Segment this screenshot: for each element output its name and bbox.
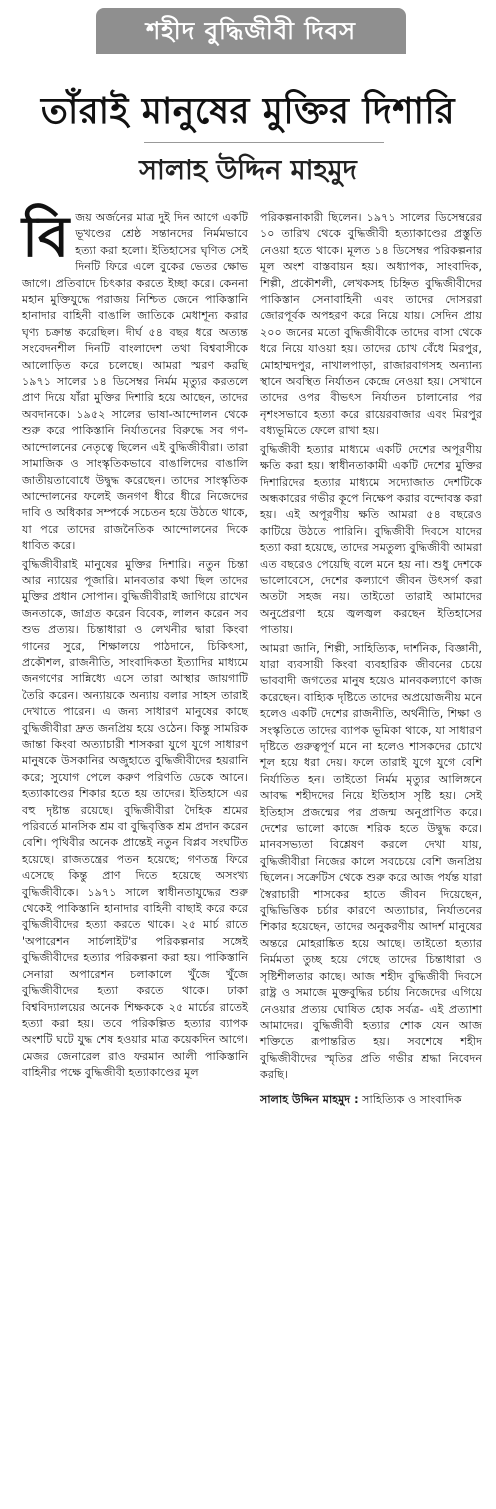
article-title: তাঁরাই মানুষের মুক্তির দিশারি bbox=[40, 91, 456, 132]
paragraph: বুদ্ধিজীবীরাই মানুষের মুক্তির দিশারি। নতুন চিন্তা আর ন্যায়ের পূজারি। মানবতার কথা ছিল তাদের মুক্তির প্রধান সোপান। বুদ্ধিজীবীরাই জাগিয়ে রাখেন জনতাকে, জাগ্রত করেন বিবেক, লালন করেন সব শুভ প্রত্যয়। চিন্তাধারা ও লেখনীর দ্বারা কিংবা গানের সুরে, শিক্ষালয়ে পাঠদানে, চিকিৎসা, প্রকৌশল, রাজনীতি, সাংবাদিকতা ইত্যাদির মাধ্যমে জনগণের সান্নিধ্যে এসে তারা আস্থার জায়গাটি তৈরি করেন। অন্যায়কে অন্যায় বলার সাহস তারাই দেখাতে পারেন। এ জন্য সাধারণ মানুষের কাছে বুদ্ধিজীবীরা দ্রুত জনপ্রিয় হয়ে ওঠেন। কিন্তু সামরিক জান্তা কিংবা অত্যাচারী শাসকরা যুগে যুগে সাধারণ মানুষকে উসকানির অজুহাতে বুদ্ধিজীবীদের হয়রানি করে; সুযোগ পেলে করুণ পরিণতি ডেকে আনে। হত্যাকাণ্ডের শিকার হতে হয় তাদের। ইতিহাসে এর বহু দৃষ্টান্ত রয়েছে। বুদ্ধিজীবীরা দৈহিক শ্রমের পরিবর্তে মানসিক শ্রম বা বুদ্ধিবৃত্তিক শ্রম প্রদান করেন বেশি। পৃথিবীর অনেক প্রান্তেই নতুন বিপ্লব সংঘটিত হয়েছে। রাজতন্ত্রের পতন হয়েছে; গণতন্ত্র ফিরে এসেছে কিন্তু প্রাণ দিতে হয়েছে অসংখ্য বুদ্ধিজীবীকে। ১৯৭১ সালে স্বাধীনতাযুদ্ধের শুরু থেকেই পাকিস্তানি হানাদার বাহিনী বাছাই করে করে বুদ্ধিজীবীদের হত্যা করতে থাকে। ২৫ মার্চ রাতে 'অপারেশন সার্চলাইট'র পরিকল্পনার সঙ্গেই বুদ্ধিজীবীদের হত্যার পরিকল্পনা করা হয়। পাকিস্তানি সেনারা অপারেশন চলাকালে খুঁজে খুঁজে বুদ্ধিজীবীদের হত্যা করতে থাকে। ঢাকা বিশ্ববিদ্যালয়ের অনেক শিক্ষককে ২৫ মার্চের রাতেই হত্যা করা হয়। তবে পরিকল্পিত হত্যার ব্যাপক অংশটি ঘটে যুদ্ধ শেষ হওয়ার মাত্র কয়েকদিন আগে। মেজর জেনারেল রাও ফরমান আলী পাকিস্তানি বাহিনীর পক্ষে বুদ্ধিজীবী হত্যাকাণ্ডের মূল bbox=[22, 557, 248, 1080]
signature-role: সাহিত্যিক ও সাংবাদিক bbox=[362, 1092, 462, 1106]
paragraph-text: জয় অর্জনের মাত্র দুই দিন আগে একটি ভূখণ্ডের শ্রেষ্ঠ সন্তানদের নির্মমভাবে হত্যা করা হলো। ইতিহাসের ঘৃণিত সেই দিনটি ফিরে এলে বুকের ভেতর ক্ষোভ জাগে। প্রতিবাদে চিৎকার করতে ইচ্ছা করে। কেননা মহান মুক্তিযুদ্ধে পরাজয় নিশ্চিত জেনে পাকিস্তানি হানাদার বাহিনী বাঙালি জাতিকে মেধাশূন্য করার ঘৃণ্য চক্রান্ত করেছিল। দীর্ঘ ৫৪ বছর ধরে অত্যন্ত সংবেদনশীল দিনটি বাংলাদেশ তথা বিশ্ববাসীকে আলোড়িত করে চলেছে। আমরা স্মরণ করছি ১৯৭১ সালের ১৪ ডিসেম্বর নির্মম মৃত্যুর করতলে প্রাণ দিয়ে যাঁরা মুক্তির দিশারি হয়ে আছেন, তাদের অবদানকে। ১৯৫২ সালের ভাষা-আন্দোলন থেকে শুরু করে পাকিস্তানি নির্যাতনের বিরুদ্ধে সব গণ-আন্দোলনের নেতৃত্বে ছিলেন এই বুদ্ধিজীবীরা। তারা সামাজিক ও সাংস্কৃতিকভাবে বাঙালিদের বাঙালি জাতীয়তাবোধে উদ্বুদ্ধ করেছেন। তাদের সাংস্কৃতিক আন্দোলনের ফলেই জনগণ ধীরে ধীরে নিজেদের দাবি ও অধিকার সম্পর্কে সচেতন হয়ে উঠতে থাকে, যা পরে তাদের রাজনৈতিক আন্দোলনের দিকে ধাবিত করে। bbox=[22, 211, 248, 553]
article-column-right bbox=[260, 210, 482, 1110]
article-column-left bbox=[22, 205, 248, 1084]
title-divider bbox=[144, 142, 384, 143]
paragraph: বুদ্ধিজীবী হত্যার মাধ্যমে একটি দেশের অপূরণীয় ক্ষতি করা হয়। স্বাধীনতাকামী একটি দেশের মুক্তির দিশারিদের হত্যার মাধ্যমে সদ্যোজাত দেশটিকে অন্ধকারের গভীর কূপে নিক্ষেপ করার বন্দোবস্ত করা হয়। এই অপূরণীয় ক্ষতি আমরা ৫৪ বছরেও কাটিয়ে উঠতে পারিনি। বুদ্ধিজীবী দিবসে যাদের হত্যা করা হয়েছে, তাদের সমতুল্য বুদ্ধিজীবী আমরা এত বছরেও পেয়েছি বলে মনে হয় না। শুধু দেশকে ভালোবেসে, দেশের কল্যাণে জীবন উৎসর্গ করা অতটা সহজ নয়। তাইতো তারাই আমাদের অনুপ্রেরণা হয়ে জ্বলজ্বল করছেন ইতিহাসের পাতায়। bbox=[260, 442, 482, 637]
banner-label: শহীদ বুদ্ধিজীবী দিবস bbox=[145, 17, 357, 45]
drop-cap: বি bbox=[22, 205, 70, 270]
signature bbox=[260, 1092, 482, 1108]
section-banner bbox=[96, 8, 406, 54]
paragraph: পরিকল্পনাকারী ছিলেন। ১৯৭১ সালের ডিসেম্বরের ১০ তারিখ থেকে বুদ্ধিজীবী হত্যাকাণ্ডের প্রস্তুতি নেওয়া হতে থাকে। মূলত ১৪ ডিসেম্বর পরিকল্পনার মূল অংশ বাস্তবায়ন হয়। অধ্যাপক, সাংবাদিক, শিল্পী, প্রকৌশলী, লেখকসহ চিহ্নিত বুদ্ধিজীবীদের পাকিস্তান সেনাবাহিনী এবং তাদের দোসররা জোরপূর্বক অপহরণ করে নিয়ে যায়। সেদিন প্রায় ২০০ জনের মতো বুদ্ধিজীবীকে তাদের বাসা থেকে ধরে নিয়ে যাওয়া হয়। তাদের চোখ বেঁধে মিরপুর, মোহাম্মদপুর, নাখালপাড়া, রাজারবাগসহ অন্যান্য স্থানে অবস্থিত নির্যাতন কেন্দ্রে নেওয়া হয়। সেখানে তাদের ওপর বীভৎস নির্যাতন চালানোর পর নৃশংসভাবে হত্যা করে রায়েরবাজার এবং মিরপুর বধ্যভূমিতে ফেলে রাখা হয়। bbox=[260, 211, 482, 438]
paragraph bbox=[22, 205, 248, 555]
article-author: সালাহ উদ্দিন মাহমুদ bbox=[139, 155, 357, 186]
signature-name: সালাহ উদ্দিন মাহমুদ : bbox=[260, 1092, 359, 1106]
paragraph: আমরা জানি, শিল্পী, সাহিত্যিক, দার্শনিক, বিজ্ঞানী, যারা ব্যবসায়ী কিংবা ব্যবহারিক জীবনের চেয়ে ভাববাদী জগতের মানুষ হয়েও মানবকল্যাণে কাজ করেছেন। বাহ্যিক দৃষ্টিতে তাদের অপ্রয়োজনীয় মনে হলেও একটি দেশের রাজনীতি, অর্থনীতি, শিক্ষা ও সংস্কৃতিতে তাদের ব্যাপক ভূমিকা থাকে, যা সাধারণ দৃষ্টিতে গুরুত্বপূর্ণ মনে না হলেও শাসকদের চোখে শূল হয়ে ধরা দেয়। ফলে তারাই যুগে যুগে বেশি নির্যাতিত হন। তাইতো নির্মম মৃত্যুর আলিঙ্গনে আবদ্ধ শহীদদের নিয়ে ইতিহাস সৃষ্টি হয়। সেই ইতিহাস প্রজন্মের পর প্রজন্ম অনুপ্রাণিত করে। দেশের ভালো কাজে শরিক হতে উদ্বুদ্ধ করে। মানবসভ্যতা বিশ্লেষণ করলে দেখা যায়, বুদ্ধিজীবীরা নিজের কালে সবচেয়ে বেশি জনপ্রিয় ছিলেন। সক্রেটিস থেকে শুরু করে আজ পর্যন্ত যারা স্বৈরাচারী শাসকের হাতে জীবন দিয়েছেন, বুদ্ধিভিত্তিক চর্চার কারণে অত্যাচার, নির্যাতনের শিকার হয়েছেন, তাদের অনুকরণীয় আদর্শ মানুষের অন্তরে মোহরাঙ্কিত হয়ে আছে। তাইতো হত্যার নির্মমতা তুচ্ছ হয়ে গেছে তাদের চিন্তাধারা ও সৃষ্টিশীলতার কাছে। আজ শহীদ বুদ্ধিজীবী দিবসে রাষ্ট্র ও সমাজে মুক্তবুদ্ধির চর্চায় নিজেদের এগিয়ে নেওয়ার প্রত্যয় ঘোষিত হোক সর্বত্র- এই প্রত্যাশা আমাদের। বুদ্ধিজীবী হত্যার শোক যেন আজ শক্তিতে রূপান্তরিত হয়। সবশেষে শহীদ বুদ্ধিজীবীদের স্মৃতির প্রতি গভীর শ্রদ্ধা নিবেদন করছি। bbox=[260, 641, 482, 1082]
